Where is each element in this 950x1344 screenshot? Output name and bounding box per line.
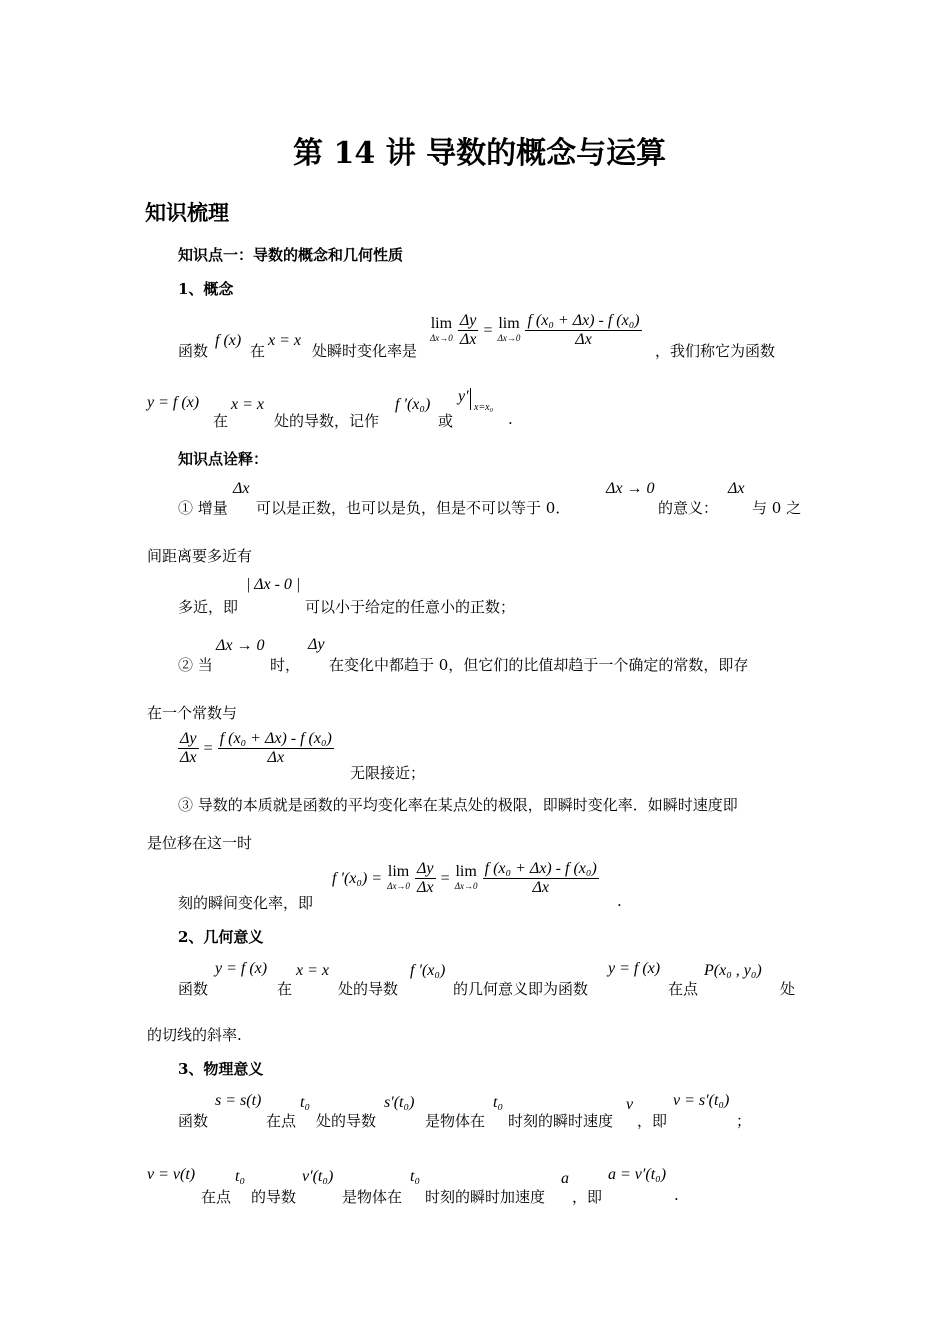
math-point-P: P(x₀ , y₀) xyxy=(704,962,762,979)
fraction-dy-dx: $\frac{\Delta y}{\Delta x}$ xyxy=(180,730,197,766)
math-y-eq-fx: y = f (x) xyxy=(608,960,661,977)
math-t0: t₀ xyxy=(493,1094,504,1111)
math-s-eq-st: s = s(t) xyxy=(215,1092,262,1109)
text: 时刻的瞬时加速度 xyxy=(425,1188,546,1206)
text: 或 xyxy=(438,412,454,430)
text: 的切线的斜率. xyxy=(147,1026,242,1044)
math-dx: Δx xyxy=(728,480,745,497)
text: 是物体在 xyxy=(342,1188,403,1206)
math-abs-dx: | Δx - 0 | xyxy=(246,576,301,593)
text: 在 xyxy=(277,980,293,998)
knowledge-point-heading: 知识点一：导数的概念和几何性质 xyxy=(178,246,404,264)
text: 函数 xyxy=(178,1112,209,1130)
math-y-eq-fx: y = f (x) xyxy=(215,960,268,977)
text: 在一个常数与 xyxy=(147,704,238,722)
math-yprime-sub: x=x₀ xyxy=(474,402,494,413)
math-x-eq-x0: x = x xyxy=(268,332,301,349)
math-v-eq-vt: v = v(t) xyxy=(147,1166,196,1183)
text: 在点 xyxy=(201,1188,232,1206)
math-v-eq-sprime: v = s′(t₀) xyxy=(673,1092,730,1109)
math-a: a xyxy=(561,1170,569,1187)
text: 处的导数 xyxy=(338,980,399,998)
text: ① 增量 xyxy=(178,499,228,517)
lim-operator: lim Δx→0 xyxy=(430,314,453,343)
math-t0: t₀ xyxy=(410,1168,421,1185)
difference-quotient: $\frac{\text{f (x₀ + Δx) - f (x₀)}}{\Delta x}$ xyxy=(527,312,640,348)
math-dx: Δx xyxy=(233,480,250,497)
text: 是物体在 xyxy=(425,1112,486,1130)
text: 时， xyxy=(270,656,301,674)
text: 处的导数，记作 xyxy=(274,412,380,430)
lim-operator: lim Δx→0 xyxy=(387,862,410,891)
lim-operator: lim Δx→0 xyxy=(454,862,478,891)
text: ，即 xyxy=(637,1112,668,1130)
math-dy: Δy xyxy=(308,636,325,653)
text: 间距离要多近有 xyxy=(147,547,253,565)
ratio-formula xyxy=(178,730,334,767)
text: 处瞬时变化率是 xyxy=(312,342,418,360)
page-title: 第 14 讲 导数的概念与运算 xyxy=(293,136,667,171)
math-fx: f (x) xyxy=(215,332,242,349)
text: 的导数 xyxy=(251,1188,297,1206)
text: 可以小于给定的任意小的正数； xyxy=(305,598,516,616)
text: 无限接近； xyxy=(350,764,426,782)
fraction-dy-dx: $\frac{\Delta y}{\Delta x}$ xyxy=(417,860,434,896)
math-x-eq-x0: x = x xyxy=(231,396,264,413)
section-heading: 知识梳理 xyxy=(145,200,229,225)
lim-operator: lim Δx→0 xyxy=(497,314,521,343)
text: ② 当 xyxy=(178,656,213,674)
text: 函数 xyxy=(178,342,209,360)
explanation-heading: 知识点诠释： xyxy=(178,450,269,468)
math-t0: t₀ xyxy=(300,1094,311,1111)
math-sprime-t0: s′(t₀) xyxy=(384,1094,415,1111)
text: 刻的瞬间变化率，即 xyxy=(178,894,314,912)
equals-sign: = xyxy=(203,740,213,757)
text: 处的导数 xyxy=(316,1112,377,1130)
text: ，我们称它为函数 xyxy=(655,342,776,360)
math-fprime-x0: f ′(x₀) xyxy=(395,396,431,413)
limit-formula xyxy=(430,312,642,349)
text: 在 xyxy=(250,342,266,360)
math-x-eq-x0: x = x xyxy=(296,962,329,979)
text: 的几何意义即为函数 xyxy=(453,980,589,998)
text: 处 xyxy=(780,980,796,998)
text: 可以是正数，也可以是负，但是不可以等于 0． xyxy=(256,499,571,517)
text: ； xyxy=(736,1112,752,1130)
text: 是位移在这一时 xyxy=(147,834,253,852)
difference-quotient: $\frac{\text{f (x₀ + Δx) - f (x₀)}}{\Delta x}$ xyxy=(484,860,597,896)
text: 与 0 之 xyxy=(752,499,802,517)
math-dx-to-0: Δx → 0 xyxy=(216,637,265,654)
concept-heading: 1、概念 xyxy=(178,280,234,298)
text: 时刻的瞬时速度 xyxy=(508,1112,614,1130)
fraction-dy-dx: $\frac{\Delta y}{\Delta x}$ xyxy=(459,312,477,348)
text: . xyxy=(617,892,622,910)
math-dx-to-0: Δx → 0 xyxy=(606,480,655,497)
geometry-heading: 2、几何意义 xyxy=(178,928,264,946)
text: . xyxy=(674,1186,679,1204)
derivative-limit-formula xyxy=(332,860,599,897)
text: 在点 xyxy=(668,980,699,998)
math-yprime: y′ xyxy=(458,388,469,405)
math-y-eq-fx: y = f (x) xyxy=(147,394,200,411)
math-vprime-t0: v′(t₀) xyxy=(302,1168,334,1185)
physics-heading: 3、物理意义 xyxy=(178,1060,264,1078)
text: ，即 xyxy=(572,1188,603,1206)
text: ③ 导数的本质就是函数的平均变化率在某点处的极限，即瞬时变化率．如瞬时速度即 xyxy=(178,796,738,814)
math-a-eq-vprime: a = v′(t₀) xyxy=(608,1166,667,1183)
text: 函数 xyxy=(178,980,209,998)
equals-sign: = xyxy=(440,870,450,887)
math-v: v xyxy=(626,1096,634,1113)
text: 的意义： xyxy=(658,499,719,517)
difference-quotient: $\frac{\text{f (x₀ + Δx) - f (x₀)}}{\Delta x}$ xyxy=(219,730,332,766)
evaluation-bar xyxy=(470,388,471,410)
math-fprime-x0: f ′(x₀) xyxy=(410,962,446,979)
text: 多近，即 xyxy=(178,598,239,616)
text: 在变化中都趋于 0，但它们的比值却趋于一个确定的常数，即存 xyxy=(329,656,749,674)
math-fprime-x0: f ′(x₀) = xyxy=(332,870,383,887)
text: 在点 xyxy=(266,1112,297,1130)
math-t0: t₀ xyxy=(235,1168,246,1185)
text: . xyxy=(508,410,513,428)
equals-sign: = xyxy=(483,322,493,339)
text: 在 xyxy=(213,412,229,430)
